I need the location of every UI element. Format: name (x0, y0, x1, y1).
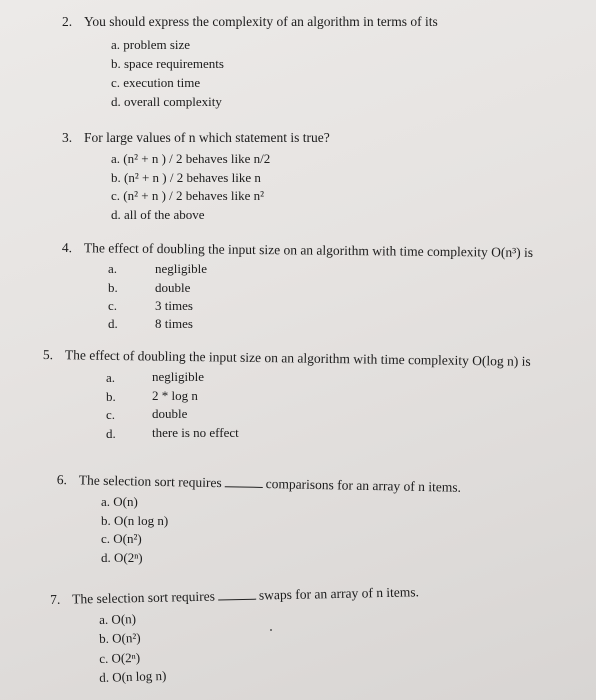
question-stem (43, 348, 531, 368)
option-2a: a. problem size (111, 37, 191, 52)
option-letter-4b: b. (108, 280, 118, 295)
option-3d: d. all of the above (111, 207, 205, 222)
question-text-before: The selection sort requires (78, 472, 222, 491)
question-number: 3. (62, 130, 73, 145)
option-7b: b. O(n²) (99, 629, 141, 646)
option-text-4a: negligible (155, 261, 207, 276)
option-letter-5d: d. (106, 426, 116, 441)
option-3c: c. (n² + n ) / 2 behaves like n² (111, 188, 265, 203)
question-stem (62, 131, 330, 145)
question-text: For large values of n which statement is true? (84, 130, 330, 145)
question-number: 2. (62, 14, 73, 29)
question-5 (43, 348, 531, 368)
option-3a: a. (n² + n ) / 2 behaves like n/2 (111, 151, 271, 166)
option-7d: d. O(n log n) (99, 667, 167, 685)
option-letter-5c: c. (106, 407, 116, 422)
option-7c: c. O(2ⁿ) (99, 649, 141, 666)
option-7a: a. O(n) (99, 611, 137, 627)
option-text-4c: 3 times (155, 298, 193, 313)
question-number: 4. (61, 240, 73, 256)
option-letter-4c: c. (108, 298, 118, 313)
option-6a: a. O(n) (101, 494, 138, 509)
option-letter-4d: d. (108, 316, 118, 331)
question-text-before: The selection sort requires (71, 588, 216, 607)
option-2d: d. overall complexity (111, 94, 222, 109)
question-stem (50, 585, 419, 606)
question-text: You should express the complexity of an algorithm in terms of its (84, 14, 438, 29)
question-stem (62, 15, 438, 29)
option-2b: b. space requirements (111, 56, 224, 71)
question-number: 6. (56, 472, 68, 488)
question-text-after: swaps for an array of n items. (258, 584, 420, 603)
question-number: 7. (49, 591, 61, 607)
option-text-4d: 8 times (155, 316, 193, 331)
question-stem (62, 241, 533, 259)
question-3 (62, 131, 330, 145)
option-text-5a: negligible (152, 369, 204, 384)
option-letter-5a: a. (106, 370, 116, 385)
question-4 (62, 241, 533, 259)
question-text-after: comparisons for an array of n items. (265, 476, 462, 495)
question-text: The effect of doubling the input size on an algorithm with time complexity O(log n) is (64, 347, 531, 369)
option-6d: d. O(2ⁿ) (101, 550, 143, 565)
option-text-5d: there is no effect (152, 425, 239, 440)
question-stem (57, 473, 461, 494)
option-6b: b. O(n log n) (101, 513, 169, 528)
option-letter-5b: b. (106, 389, 116, 404)
option-text-5b: 2 * log n (152, 388, 198, 403)
option-6c: c. O(n²) (101, 531, 142, 546)
option-text-4b: double (155, 280, 191, 295)
option-3b: b. (n² + n ) / 2 behaves like n (111, 170, 261, 185)
answer-blank (218, 590, 256, 601)
answer-blank (225, 477, 263, 488)
question-2 (62, 15, 438, 29)
option-2c: c. execution time (111, 75, 201, 90)
option-text-5c: double (152, 406, 188, 421)
question-6 (57, 473, 461, 494)
question-number: 5. (42, 347, 54, 363)
question-7 (50, 585, 419, 606)
question-text: The effect of doubling the input size on an algorithm with time complexity O(n³) is (83, 240, 534, 260)
option-letter-4a: a. (108, 261, 118, 276)
stray-mark (270, 629, 272, 631)
